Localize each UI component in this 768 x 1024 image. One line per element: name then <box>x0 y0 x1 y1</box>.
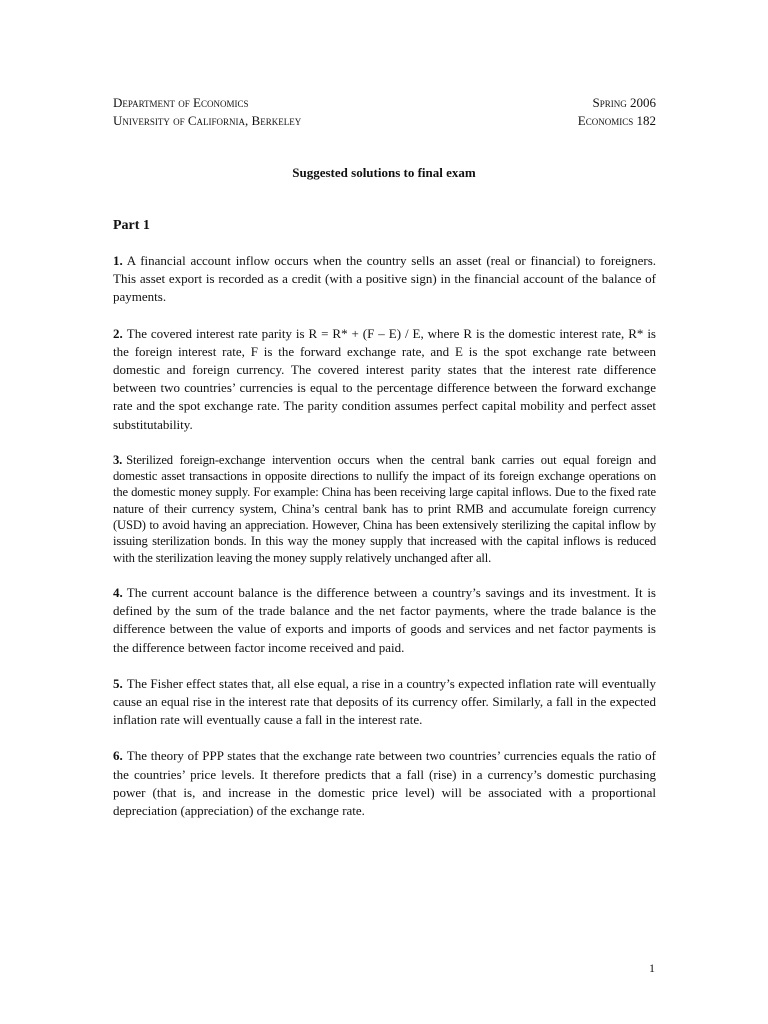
course-name: Economics 182 <box>577 113 656 128</box>
answer-text: A financial account inflow occurs when the country sells an asset (real or financial) to foreigners. This asset export is recorded as a credit (with a positive sign) in the financial account of the balance of payments. <box>113 253 656 305</box>
header-row-2 <box>113 112 656 130</box>
answer-text: The Fisher effect states that, all else equal, a rise in a country’s expected inflation rate will eventually cause an equal rise in the interest rate that deposits of its currency offer. Similarly, a fall in the expected inflation rate will eventually cause a fall in the interest rate. <box>113 675 656 728</box>
answer-number: 2. <box>113 325 123 341</box>
department-name: Department of Economics <box>113 95 249 110</box>
answer-text: The theory of PPP states that the exchange rate between two countries’ currencies equals the ratio of the countries’ price levels. It therefore predicts that a fall (rise) in a currency’s domestic purchasing power (that is, and increase in the domestic price level) will be associated with a proportional depreciation (appreciation) of the exchange rate. <box>113 748 656 818</box>
answer-3 <box>113 452 656 566</box>
term: Spring 2006 <box>592 95 656 110</box>
answer-list <box>113 252 656 838</box>
answer-number: 4. <box>113 584 123 600</box>
answer-4 <box>113 584 656 657</box>
answer-5 <box>113 675 656 730</box>
document-header <box>113 94 656 130</box>
answer-number: 6. <box>113 748 123 764</box>
answer-2 <box>113 325 656 434</box>
answer-text: The covered interest rate parity is R = R* + (F – E) / E, where R is the domestic interest rate, R* is the foreign interest rate, F is the forward exchange rate, and E is the spot exchange rate between domestic and foreign currency. The covered interest parity states that the interest rate difference between two countries’ currencies is equal to the percentage difference between the forward exchange rate and the spot exchange rate. The parity condition assumes perfect capital mobility and perfect asset substitutability. <box>113 325 656 432</box>
answer-1 <box>113 252 656 307</box>
header-row-1 <box>113 94 656 112</box>
answer-number: 5. <box>113 675 123 691</box>
answer-text: Sterilized foreign-exchange intervention occurs when the central bank carries out equal foreign and domestic asset transactions in opposite directions to nullify the impact of its foreign exchange operations on the domestic money supply. For example: China has been receiving large capital inflows. Due to the fixed rate nature of their currency system, China’s central bank has to print RMB and accumulate foreign currency (USD) to avoid having an appreciation. However, China has been extensively sterilizing the capital inflow by issuing sterilization bonds. In this way the money supply that increased with the capital inflows is reduced with the sterilization leaving the money supply relatively unchanged after all. <box>113 452 656 565</box>
document-title: Suggested solutions to final exam <box>292 165 476 180</box>
answer-number: 1. <box>113 253 123 268</box>
answer-text: The current account balance is the difference between a country’s savings and its investment. It is defined by the sum of the trade balance and the net factor payments, where the trade balance is the difference between the value of exports and imports of goods and services and net factor payments is the difference between factor income received and paid. <box>113 584 656 655</box>
part-heading: Part 1 <box>113 218 150 233</box>
page-number: 1 <box>649 961 655 975</box>
university-name: University of California, Berkeley <box>113 113 302 128</box>
answer-6 <box>113 747 656 820</box>
answer-number: 3. <box>113 452 123 467</box>
